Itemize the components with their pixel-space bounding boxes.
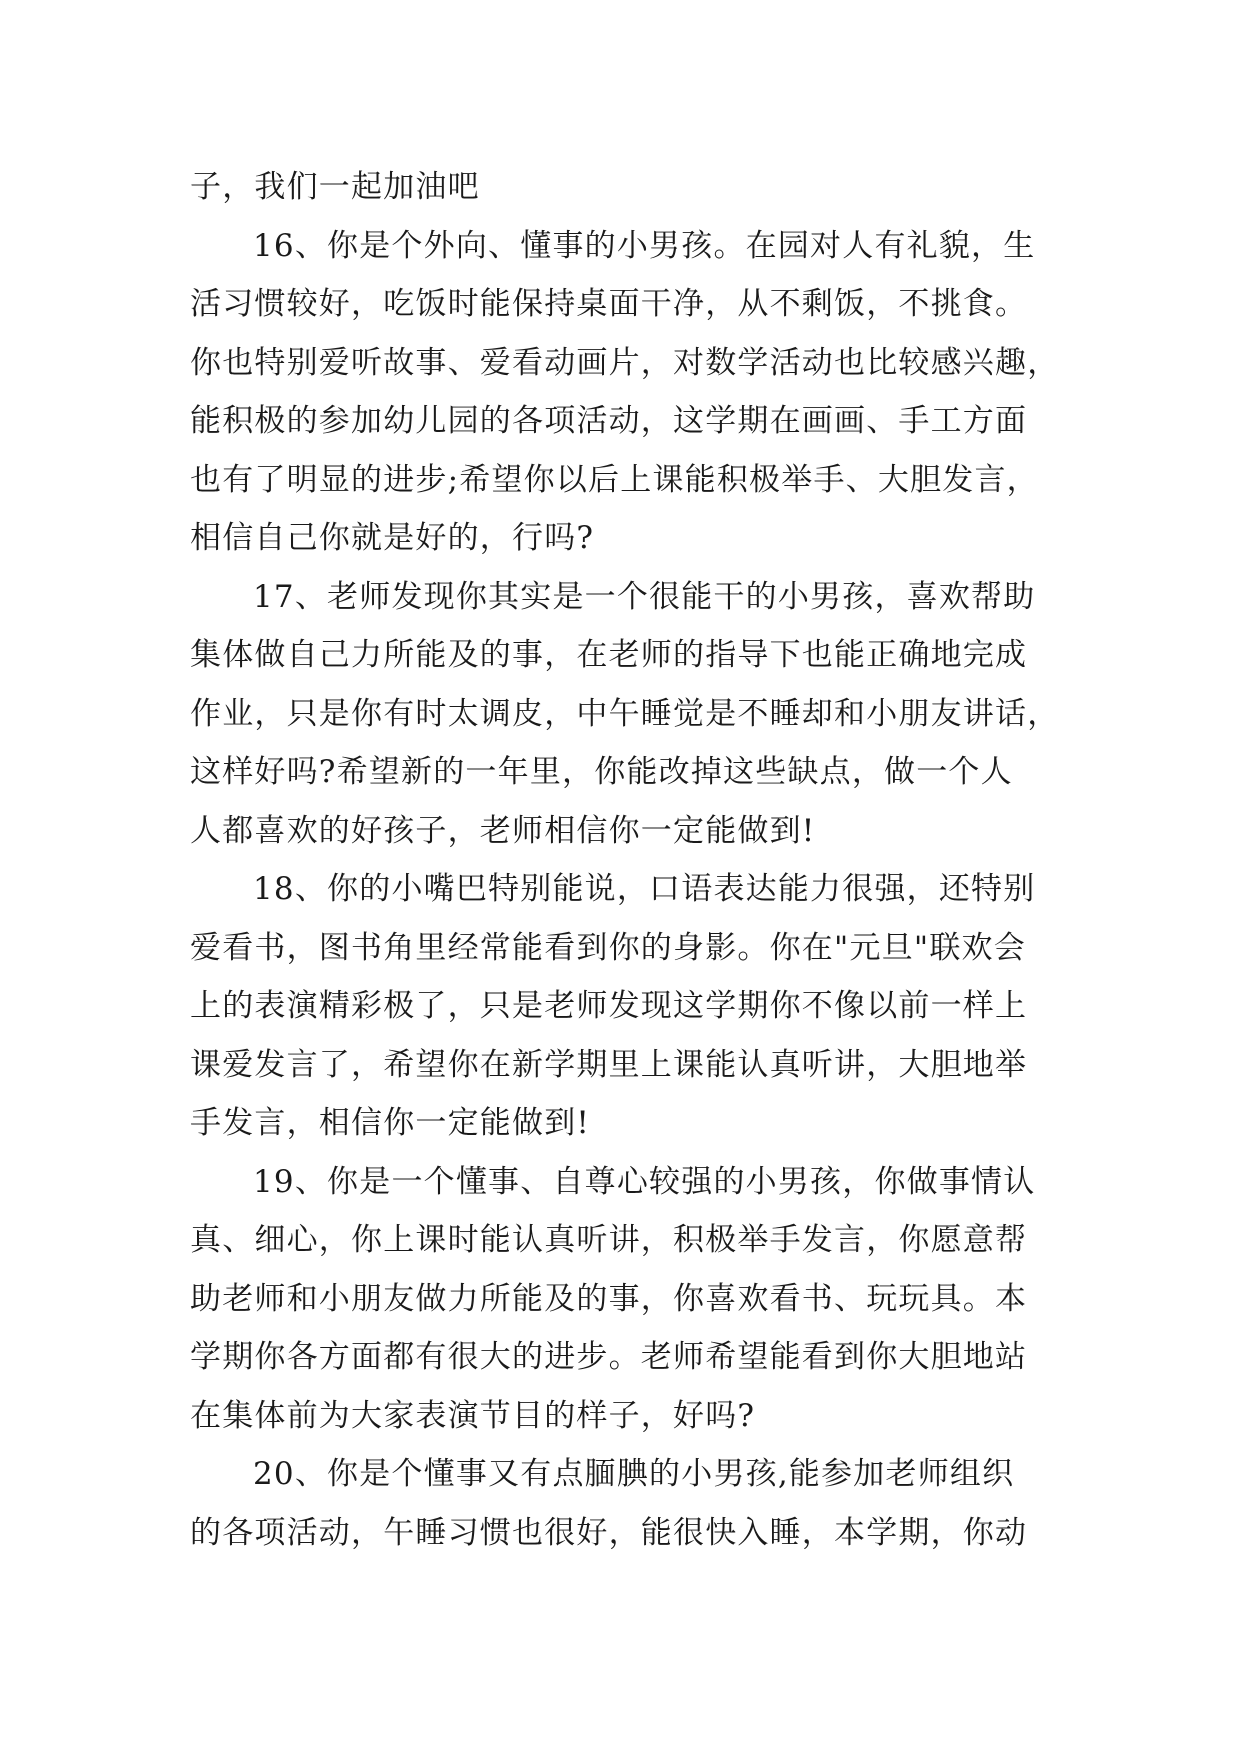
text-line: 你也特别爱听故事、爱看动画片，对数学活动也比较感兴趣，	[190, 344, 1060, 381]
document-page	[190, 158, 1060, 1562]
text-line: 作业，只是你有时太调皮，中午睡觉是不睡却和小朋友讲话，	[190, 695, 1060, 732]
text-line: 集体做自己力所能及的事，在老师的指导下也能正确地完成	[190, 637, 1028, 673]
paragraph-start-line: 20、你是个懂事又有点腼腆的小男孩,能参加老师组织	[253, 1456, 1015, 1492]
text-line: 上的表演精彩极了，只是老师发现这学期你不像以前一样上	[190, 988, 1028, 1024]
text-line: 爱看书，图书角里经常能看到你的身影。你在"元旦"联欢会	[190, 929, 1026, 966]
text-line: 能积极的参加幼儿园的各项活动，这学期在画画、手工方面	[190, 403, 1028, 439]
text-line: 人都喜欢的好孩子，老师相信你一定能做到!	[190, 812, 816, 849]
text-line: 学期你各方面都有很大的进步。老师希望能看到你大胆地站	[190, 1339, 1028, 1375]
text-line: 活习惯较好，吃饭时能保持桌面干净，从不剩饭，不挑食。	[190, 286, 1028, 322]
paragraph-start-line: 16、你是个外向、懂事的小男孩。在园对人有礼貌，生	[253, 227, 1036, 264]
text-line: 也有了明显的进步;希望你以后上课能积极举手、大胆发言，	[190, 461, 1039, 498]
text-line: 助老师和小朋友做力所能及的事，你喜欢看书、玩玩具。本	[190, 1280, 1028, 1317]
text-line: 子，我们一起加油吧	[190, 169, 480, 205]
paragraph-start-line: 18、你的小嘴巴特别能说，口语表达能力很强，还特别	[253, 871, 1036, 907]
text-line: 的各项活动，午睡习惯也很好，能很快入睡，本学期，你动	[190, 1514, 1028, 1551]
text-line: 这样好吗?希望新的一年里，你能改掉这些缺点，做一个人	[190, 754, 1013, 790]
paragraph-start-line: 17、老师发现你其实是一个很能干的小男孩，喜欢帮助	[253, 578, 1036, 615]
paragraph-start-line: 19、你是一个懂事、自尊心较强的小男孩，你做事情认	[253, 1163, 1036, 1200]
text-line: 真、细心，你上课时能认真听讲，积极举手发言，你愿意帮	[190, 1222, 1028, 1258]
text-line: 手发言，相信你一定能做到!	[190, 1105, 591, 1141]
text-line: 课爱发言了，希望你在新学期里上课能认真听讲，大胆地举	[190, 1046, 1028, 1083]
text-line: 在集体前为大家表演节目的样子，好吗?	[190, 1397, 756, 1434]
text-line: 相信自己你就是好的，行吗?	[190, 520, 595, 556]
